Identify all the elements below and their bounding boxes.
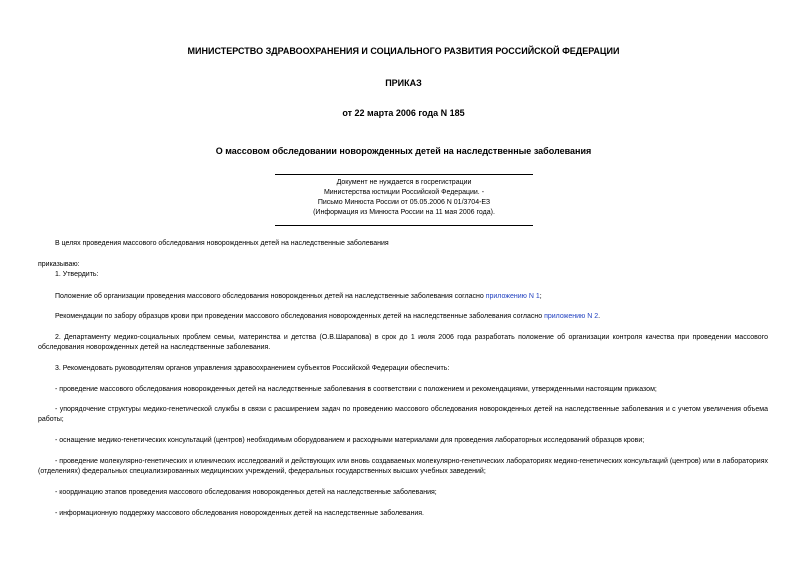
item-2: 2. Департаменту медико-социальных проблем семьи, материнства и детства (О.В.Шарапова) в срок до 1 июля 2006 года разработать положение об организации контроля качества при проведении массового обследования новорожденных детей на наследственные заболевания. bbox=[38, 334, 768, 351]
preamble: В целях проведения массового обследования новорожденных детей на наследственные заболевания bbox=[55, 240, 389, 247]
bullet-item: - оснащение медико-генетических консультаций (центров) необходимым оборудованием и расходными материалами для проведения лабораторных исследований образцов крови; bbox=[55, 437, 645, 444]
item-3: 3. Рекомендовать руководителям органов управления здравоохранением субъектов Российской Федерации обеспечить: bbox=[55, 365, 450, 372]
item-1: 1. Утвердить: bbox=[55, 271, 99, 278]
bullet-item: - информационную поддержку массового обследования новорожденных детей на наследственные заболевания. bbox=[55, 510, 424, 517]
note-line: Документ не нуждается в госрегистрации bbox=[336, 179, 472, 186]
note-line: (Информация из Минюста России на 11 мая 2006 года). bbox=[313, 209, 495, 216]
note-line: Министерства юстиции Российской Федерации. - bbox=[323, 189, 485, 196]
item-1-a bbox=[55, 292, 542, 302]
note-top-rule bbox=[275, 174, 533, 175]
item-1-a-end: ; bbox=[539, 293, 542, 300]
bullet-item: - проведение массового обследования новорожденных детей на наследственные заболевания в соответствии с положением и рекомендациями, утвержденными настоящим приказом; bbox=[55, 386, 657, 393]
item-1-b bbox=[55, 312, 600, 322]
registration-note bbox=[275, 178, 533, 218]
appendix-2-link[interactable]: приложению N 2 bbox=[544, 313, 599, 320]
note-bottom-rule bbox=[275, 225, 533, 226]
item-1-b-end: . bbox=[598, 313, 601, 320]
bullet-item: - упорядочение структуры медико-генетической службы в связи с расширением задач по проведению массового обследования новорожденных детей на наследственные заболевания и с учетом увеличения объема работы; bbox=[38, 406, 768, 423]
item-1-b-text: Рекомендации по забору образцов крови при проведении массового обследования новорожденных детей на наследственные заболевания согласно bbox=[55, 313, 545, 320]
bullet-item: - проведение молекулярно-генетических и клинических исследований и действующих или вновь создаваемых молекулярно-генетических лабораториях медико-генетических консультаций (центров) или в лабораториях (отделениях) федеральных специализированных медицинских учреждений, федеральных государственных высших учебных заведений; bbox=[38, 458, 768, 475]
order-word: приказываю: bbox=[38, 261, 80, 268]
ministry-heading: МИНИСТЕРСТВО ЗДРАВООХРАНЕНИЯ И СОЦИАЛЬНОГО РАЗВИТИЯ РОССИЙСКОЙ ФЕДЕРАЦИИ bbox=[187, 46, 620, 56]
bullet-item: - координацию этапов проведения массового обследования новорожденных детей на наследственные заболевания; bbox=[55, 489, 437, 496]
doc-type-heading: ПРИКАЗ bbox=[385, 78, 422, 88]
date-number: от 22 марта 2006 года N 185 bbox=[342, 108, 465, 118]
item-1-a-text: Положение об организации проведения массового обследования новорожденных детей на наследственные заболевания согласно bbox=[55, 293, 486, 300]
page-title: О массовом обследовании новорожденных детей на наследственные заболевания bbox=[215, 146, 592, 156]
appendix-1-link[interactable]: приложению N 1 bbox=[485, 293, 540, 300]
note-line: Письмо Минюста России от 05.05.2006 N 01/3704-ЕЗ bbox=[317, 199, 491, 206]
